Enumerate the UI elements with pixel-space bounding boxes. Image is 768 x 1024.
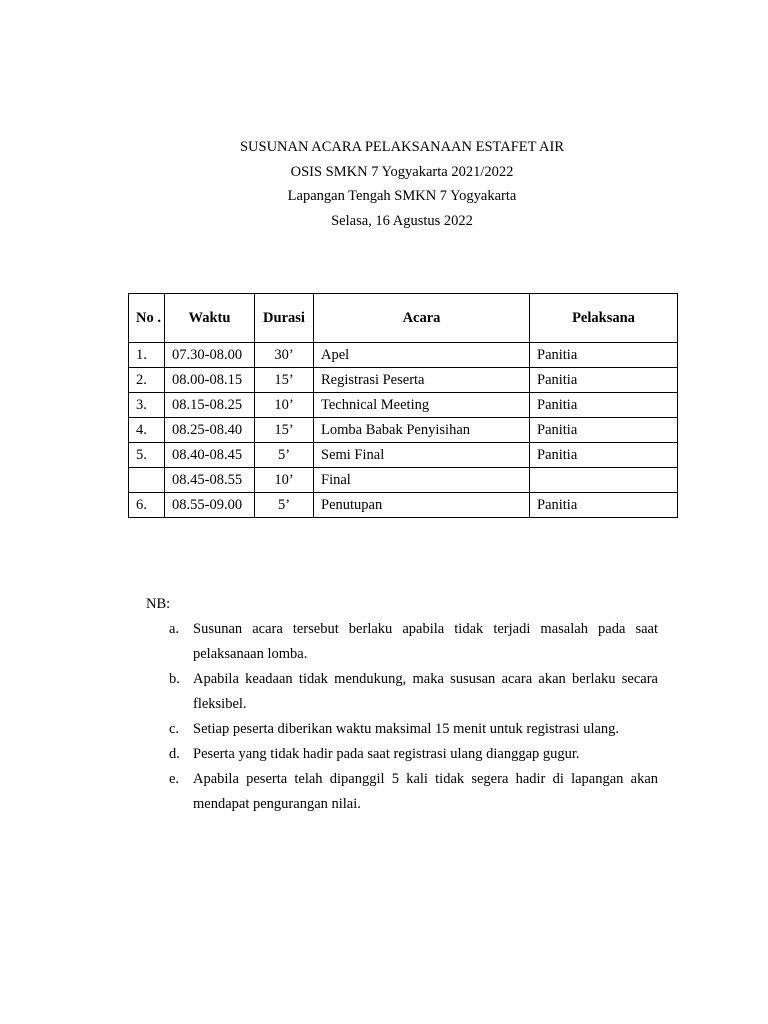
- list-marker: b.: [169, 671, 180, 687]
- cell-acara: Technical Meeting: [314, 393, 530, 418]
- cell-waktu: 08.25-08.40: [165, 418, 255, 443]
- table-row: [129, 493, 678, 518]
- cell-pelaksana: Panitia: [530, 393, 678, 418]
- cell-no: 3.: [129, 393, 165, 418]
- table-row: [129, 418, 678, 443]
- list-marker: e.: [169, 771, 180, 787]
- document-title: SUSUNAN ACARA PELAKSANAAN ESTAFET AIR: [239, 139, 565, 155]
- cell-pelaksana: Panitia: [530, 368, 678, 393]
- note-text: Apabila keadaan tidak mendukung, maka sususan acara akan berlaku secara fleksibel.: [193, 671, 658, 712]
- cell-waktu: 08.55-09.00: [165, 493, 255, 518]
- cell-durasi: 10’: [255, 393, 314, 418]
- column-header-no: No .: [129, 294, 165, 343]
- cell-waktu: 08.00-08.15: [165, 368, 255, 393]
- column-header-waktu: Waktu: [165, 294, 255, 343]
- date-line: Selasa, 16 Agustus 2022: [331, 212, 473, 229]
- cell-waktu: 08.45-08.55: [165, 468, 255, 493]
- list-marker: a.: [169, 621, 180, 637]
- cell-pelaksana: Panitia: [530, 343, 678, 368]
- note-text: Apabila peserta telah dipanggil 5 kali tidak segera hadir di lapangan akan mendapat pengurangan nilai.: [193, 771, 658, 812]
- note-text: Susunan acara tersebut berlaku apabila tidak terjadi masalah pada saat pelaksanaan lomba.: [193, 621, 658, 662]
- list-marker: c.: [169, 721, 180, 737]
- cell-durasi: 5’: [255, 443, 314, 468]
- cell-acara: Lomba Babak Penyisihan: [314, 418, 530, 443]
- table-row: [129, 343, 678, 368]
- cell-waktu: 08.15-08.25: [165, 393, 255, 418]
- column-header-durasi: Durasi: [255, 294, 314, 343]
- table-row: [129, 368, 678, 393]
- cell-waktu: 08.40-08.45: [165, 443, 255, 468]
- cell-durasi: 5’: [255, 493, 314, 518]
- cell-acara: Semi Final: [314, 443, 530, 468]
- list-item: [169, 667, 658, 717]
- list-item: [169, 742, 658, 767]
- schedule-table: [128, 293, 678, 518]
- column-header-pelaksana: Pelaksana: [530, 294, 678, 343]
- column-header-acara: Acara: [314, 294, 530, 343]
- notes-title: NB:: [146, 596, 171, 612]
- list-item: [169, 617, 658, 667]
- list-item: [169, 767, 658, 817]
- cell-durasi: 15’: [255, 418, 314, 443]
- cell-acara: Penutupan: [314, 493, 530, 518]
- document-header: [0, 135, 768, 233]
- table-header-row: [129, 294, 678, 343]
- list-marker: d.: [169, 746, 180, 762]
- cell-no: [129, 468, 165, 493]
- cell-no: 5.: [129, 443, 165, 468]
- venue-line: Lapangan Tengah SMKN 7 Yogyakarta: [287, 188, 517, 204]
- cell-pelaksana: Panitia: [530, 443, 678, 468]
- table-row: [129, 393, 678, 418]
- cell-pelaksana: Panitia: [530, 418, 678, 443]
- cell-no: 4.: [129, 418, 165, 443]
- cell-durasi: 30’: [255, 343, 314, 368]
- list-item: [169, 717, 658, 742]
- cell-no: 1.: [129, 343, 165, 368]
- cell-acara: Apel: [314, 343, 530, 368]
- cell-acara: Registrasi Peserta: [314, 368, 530, 393]
- cell-durasi: 10’: [255, 468, 314, 493]
- cell-no: 2.: [129, 368, 165, 393]
- cell-durasi: 15’: [255, 368, 314, 393]
- cell-no: 6.: [129, 493, 165, 518]
- note-text: Setiap peserta diberikan waktu maksimal 15 menit untuk registrasi ulang.: [193, 721, 620, 737]
- cell-waktu: 07.30-08.00: [165, 343, 255, 368]
- cell-acara: Final: [314, 468, 530, 493]
- cell-pelaksana: Panitia: [530, 493, 678, 518]
- note-text: Peserta yang tidak hadir pada saat registrasi ulang dianggap gugur.: [193, 746, 580, 762]
- organizer-line: OSIS SMKN 7 Yogyakarta 2021/2022: [290, 163, 514, 180]
- table-row: [129, 468, 678, 493]
- cell-pelaksana: [530, 468, 678, 493]
- table-row: [129, 443, 678, 468]
- notes-list: [169, 617, 658, 817]
